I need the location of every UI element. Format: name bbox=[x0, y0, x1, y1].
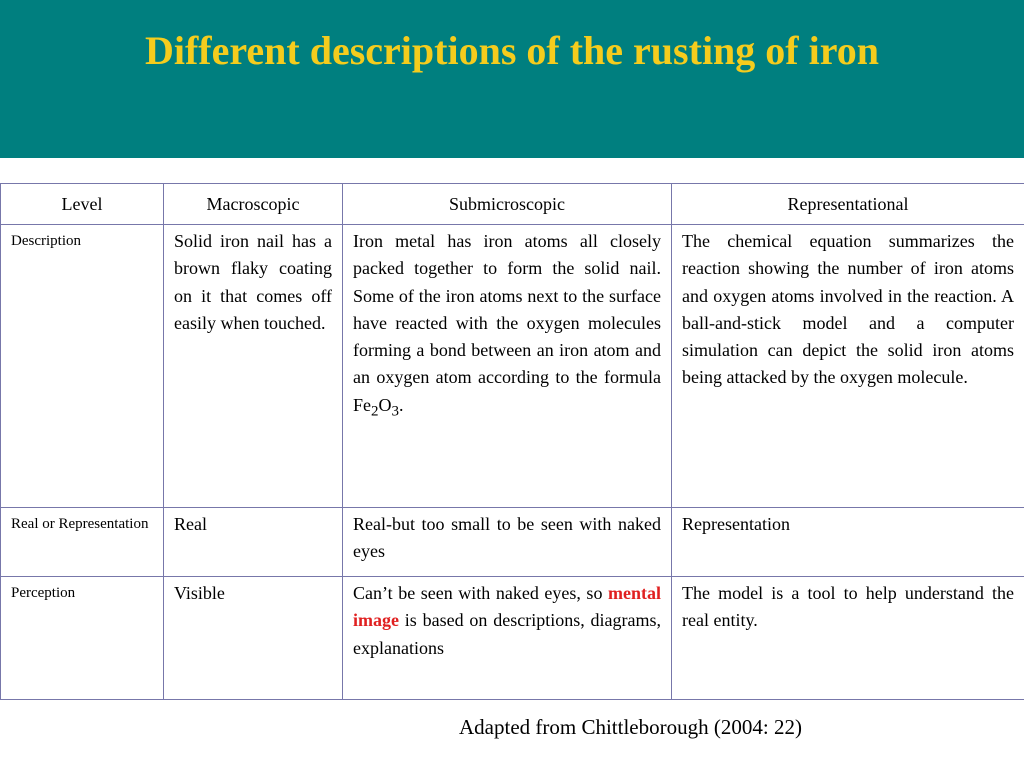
header-representational: Representational bbox=[672, 184, 1024, 225]
cell-description-macroscopic: Solid iron nail has a brown flaky coating on it that comes off easily when touched. bbox=[164, 225, 343, 508]
header-level: Level bbox=[1, 184, 164, 225]
cell-real-macroscopic: Real bbox=[164, 508, 343, 577]
cell-description-representational: The chemical equation summarizes the reaction showing the number of iron atoms and oxygen atoms involved in the reaction. A ball-and-stick model and a computer simulation can depict the solid iron atoms being attacked by the oxygen molecule. bbox=[672, 225, 1024, 508]
header-submicroscopic: Submicroscopic bbox=[343, 184, 672, 225]
cell-perception-representational: The model is a tool to help understand the real entity. bbox=[672, 577, 1024, 700]
cell-perception-submicroscopic: Can’t be seen with naked eyes, so mental image is based on descriptions, diagrams, explanations bbox=[343, 577, 672, 700]
table-row bbox=[1, 577, 1024, 700]
cell-description-submicroscopic bbox=[343, 225, 672, 508]
row-label-perception: Perception bbox=[1, 577, 164, 700]
mental-image-emphasis: mental image bbox=[353, 583, 662, 631]
header-band bbox=[0, 0, 1024, 158]
submicroscopic-text: Iron metal has iron atoms all closely packed together to form the solid nail. Some of the iron atoms next to the surface have reacted with the oxygen molecules forming a bond between an iron atom and an oxygen atom according to the formula bbox=[353, 231, 661, 388]
cell-real-representational: Representation bbox=[672, 508, 1024, 577]
table-header-row bbox=[1, 184, 1024, 225]
cell-perception-macroscopic: Visible bbox=[164, 577, 343, 700]
row-label-description: Description bbox=[1, 225, 164, 508]
row-label-real-or-representation: Real or Representation bbox=[1, 508, 164, 577]
cell-real-submicroscopic: Real-but too small to be seen with naked eyes bbox=[343, 508, 672, 577]
slide-title: Different descriptions of the rusting of iron bbox=[144, 28, 880, 73]
source-note: Adapted from Chittleborough (2004: 22) bbox=[459, 715, 802, 739]
table-row bbox=[1, 508, 1024, 577]
table-row bbox=[1, 225, 1024, 508]
header-macroscopic: Macroscopic bbox=[164, 184, 343, 225]
formula: $Fe_2O_3$. bbox=[353, 394, 404, 420]
levels-table bbox=[0, 183, 1024, 700]
